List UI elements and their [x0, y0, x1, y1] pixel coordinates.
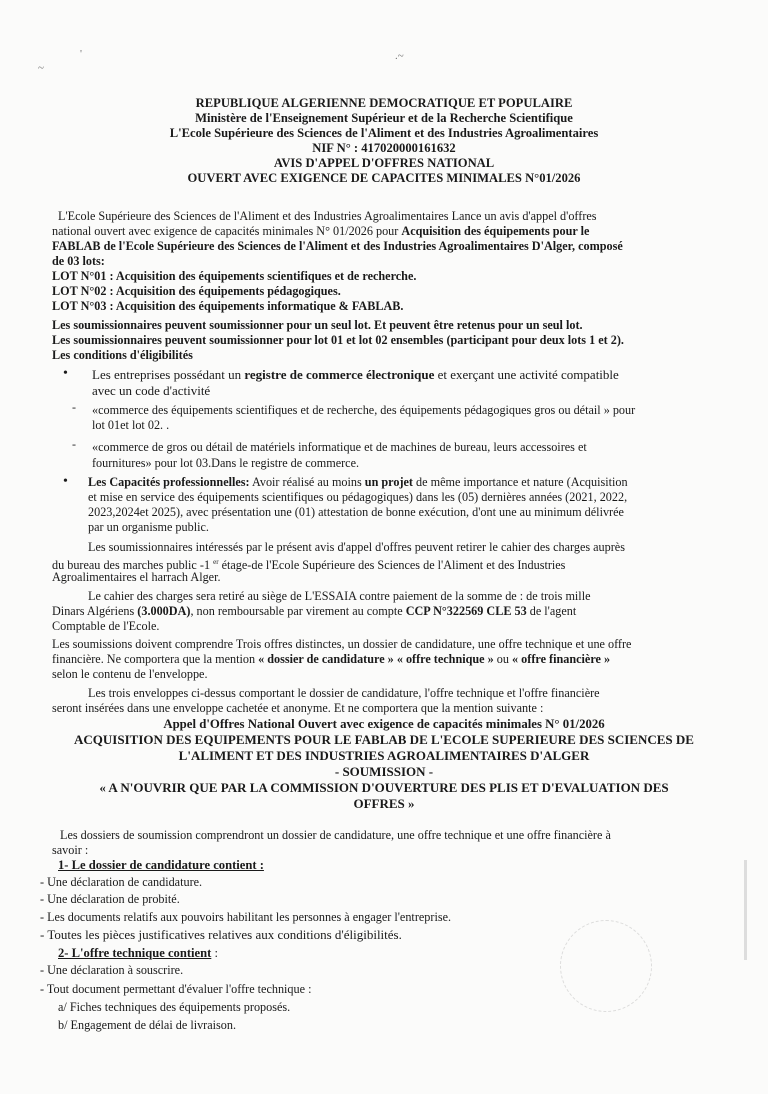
- intro-line: L'Ecole Supérieure des Sciences de l'Aliment et des Industries Agroalimentaires Lance un avis d'appel d'offres: [58, 209, 597, 223]
- list-item: - Toutes les pièces justificatives relatives aux conditions d'éligibilités.: [40, 927, 402, 942]
- scan-mark: .~: [395, 50, 404, 62]
- capacity-line: par un organisme public.: [88, 520, 209, 534]
- header-republic: REPUBLIQUE ALGERIENNE DEMOCRATIQUE ET POPULAIRE: [195, 96, 573, 110]
- lot-item: LOT N°01 : Acquisition des équipements scientifiques et de recherche.: [52, 269, 417, 283]
- rule-line: Les soumissionnaires peuvent soumissionner pour un seul lot. Et peuvent être retenus pour un seul lot.: [52, 318, 583, 332]
- bullet-icon: •: [63, 474, 68, 489]
- dash-icon: -: [72, 437, 76, 451]
- list-item: - Une déclaration de candidature.: [40, 875, 203, 889]
- intro-line: national ouvert avec exigence de capacités minimales N° 01/2026 pour Acquisition des équipements pour le: [52, 224, 590, 238]
- intro-line: de 03 lots:: [52, 254, 105, 268]
- retrait-line: Agroalimentaires el harrach Alger.: [52, 570, 221, 584]
- eligibility-line: fournitures» pour lot 03.Dans le registre de commerce.: [92, 456, 360, 470]
- mention-soumission: - SOUMISSION -: [334, 764, 434, 779]
- mention-title: Appel d'Offres National Ouvert avec exigence de capacités minimales N° 01/2026: [163, 717, 605, 731]
- faded-stamp: [560, 920, 652, 1012]
- header-nif: NIF N° : 417020000161632: [312, 141, 456, 155]
- dash-icon: -: [72, 400, 76, 414]
- rule-line: Les conditions d'éligibilités: [52, 348, 193, 362]
- bullet-icon: •: [63, 366, 68, 381]
- lot-item: LOT N°02 : Acquisition des équipements pédagogiques.: [52, 284, 341, 298]
- mention-line: ACQUISITION DES EQUIPEMENTS POUR LE FABLAB DE L'ECOLE SUPERIEURE DES SCIENCES DE: [74, 732, 694, 747]
- retrait-line: du bureau des marches public -1 $^{er}$ étage-de l'Ecole Supérieure des Sciences de l'Aliment et des Industries: [52, 558, 566, 573]
- scan-mark: ': [80, 48, 82, 60]
- header-ministry: Ministère de l'Enseignement Supérieur et de la Recherche Scientifique: [195, 111, 573, 125]
- capacity-line: 2023,2024et 2025), avec présentation une (01) attestation de bonne exécution, d'ont une au minimum délivrée: [88, 505, 624, 519]
- rule-line: Les soumissionnaires peuvent soumissionner pour lot 01 et lot 02 ensembles (participant pour deux lots 1 et 2).: [52, 333, 624, 347]
- lot-item: LOT N°03 : Acquisition des équipements informatique & FABLAB.: [52, 299, 404, 313]
- header-school: L'Ecole Supérieure des Sciences de l'Aliment et des Industries Agroalimentaires: [169, 126, 599, 140]
- dossier-line: savoir :: [52, 843, 89, 857]
- dossier-line: Les dossiers de soumission comprendront un dossier de candidature, une offre technique et une offre financière à: [60, 828, 611, 842]
- cahier-line: Le cahier des charges sera retiré au siège de L'ESSAIA contre paiement de la somme de : de trois mille: [88, 589, 591, 603]
- scan-edge: [744, 860, 747, 960]
- eligibility-line: avec un code d'activité: [92, 383, 211, 398]
- eligibility-line: «commerce de gros ou détail de matériels informatique et de machines de bureau, leurs accessoires et: [92, 440, 587, 454]
- capacity-line: Les Capacités professionnelles: Avoir réalisé au moins un projet de même importance et nature (Acquisition: [88, 475, 628, 489]
- cahier-line: Comptable de l'Ecole.: [52, 619, 160, 633]
- list-item: - Tout document permettant d'évaluer l'offre technique :: [40, 982, 312, 996]
- list-item: - Une déclaration de probité.: [40, 892, 180, 906]
- list-item: b/ Engagement de délai de livraison.: [58, 1018, 237, 1032]
- soumission-line: financière. Ne comportera que la mention « dossier de candidature » « offre technique » ou « offre financière »: [52, 652, 611, 666]
- eligibility-line: Les entreprises possédant un registre de commerce électronique et exerçant une activité compatible: [92, 367, 619, 382]
- mention-line: OFFRES »: [353, 796, 415, 811]
- enveloppe-line: Les trois enveloppes ci-dessus comportant le dossier de candidature, l'offre technique et l'offre financière: [88, 686, 600, 700]
- header-notice-title: AVIS D'APPEL D'OFFRES NATIONAL: [273, 156, 495, 170]
- eligibility-line: lot 01et lot 02. .: [92, 418, 170, 432]
- cahier-line: Dinars Algériens (3.000DA), non remboursable par virement au compte CCP N°322569 CLE 53 de l'agent: [52, 604, 577, 618]
- header-notice-subtitle: OUVERT AVEC EXIGENCE DE CAPACITES MINIMALES N°01/2026: [187, 171, 581, 185]
- technique-heading: 2- L'offre technique contient :: [58, 946, 218, 960]
- enveloppe-line: seront insérées dans une enveloppe cachetée et anonyme. Et ne comportera que la mention suivante :: [52, 701, 544, 715]
- list-item: - Une déclaration à souscrire.: [40, 963, 184, 977]
- intro-line: FABLAB de l'Ecole Supérieure des Sciences de l'Aliment et des Industries Agroalimentaires D'Alger, composé: [52, 239, 623, 253]
- eligibility-line: «commerce des équipements scientifiques et de recherche, des équipements pédagogiques gros ou détail » pour: [92, 403, 636, 417]
- scan-mark: ~: [38, 62, 44, 74]
- mention-line: « A N'OUVRIR QUE PAR LA COMMISSION D'OUVERTURE DES PLIS ET D'EVALUATION DES: [99, 780, 669, 795]
- capacity-line: et mise en service des équipements scientifiques ou pédagogiques) dans les (05) dernières années (2021, 2022,: [88, 490, 628, 504]
- list-item: a/ Fiches techniques des équipements proposés.: [58, 1000, 291, 1014]
- retrait-line: Les soumissionnaires intéressés par le présent avis d'appel d'offres peuvent retirer le cahier des charges auprès: [88, 540, 625, 554]
- candidature-heading: 1- Le dossier de candidature contient :: [58, 858, 264, 872]
- soumission-line: Les soumissions doivent comprendre Trois offres distinctes, un dossier de candidature, une offre technique et une offre: [52, 637, 632, 651]
- soumission-line: selon le contenu de l'enveloppe.: [52, 667, 208, 681]
- list-item: - Les documents relatifs aux pouvoirs habilitant les personnes à engager l'entreprise.: [40, 910, 452, 924]
- mention-line: L'ALIMENT ET DES INDUSTRIES AGROALIMENTAIRES D'ALGER: [178, 748, 590, 763]
